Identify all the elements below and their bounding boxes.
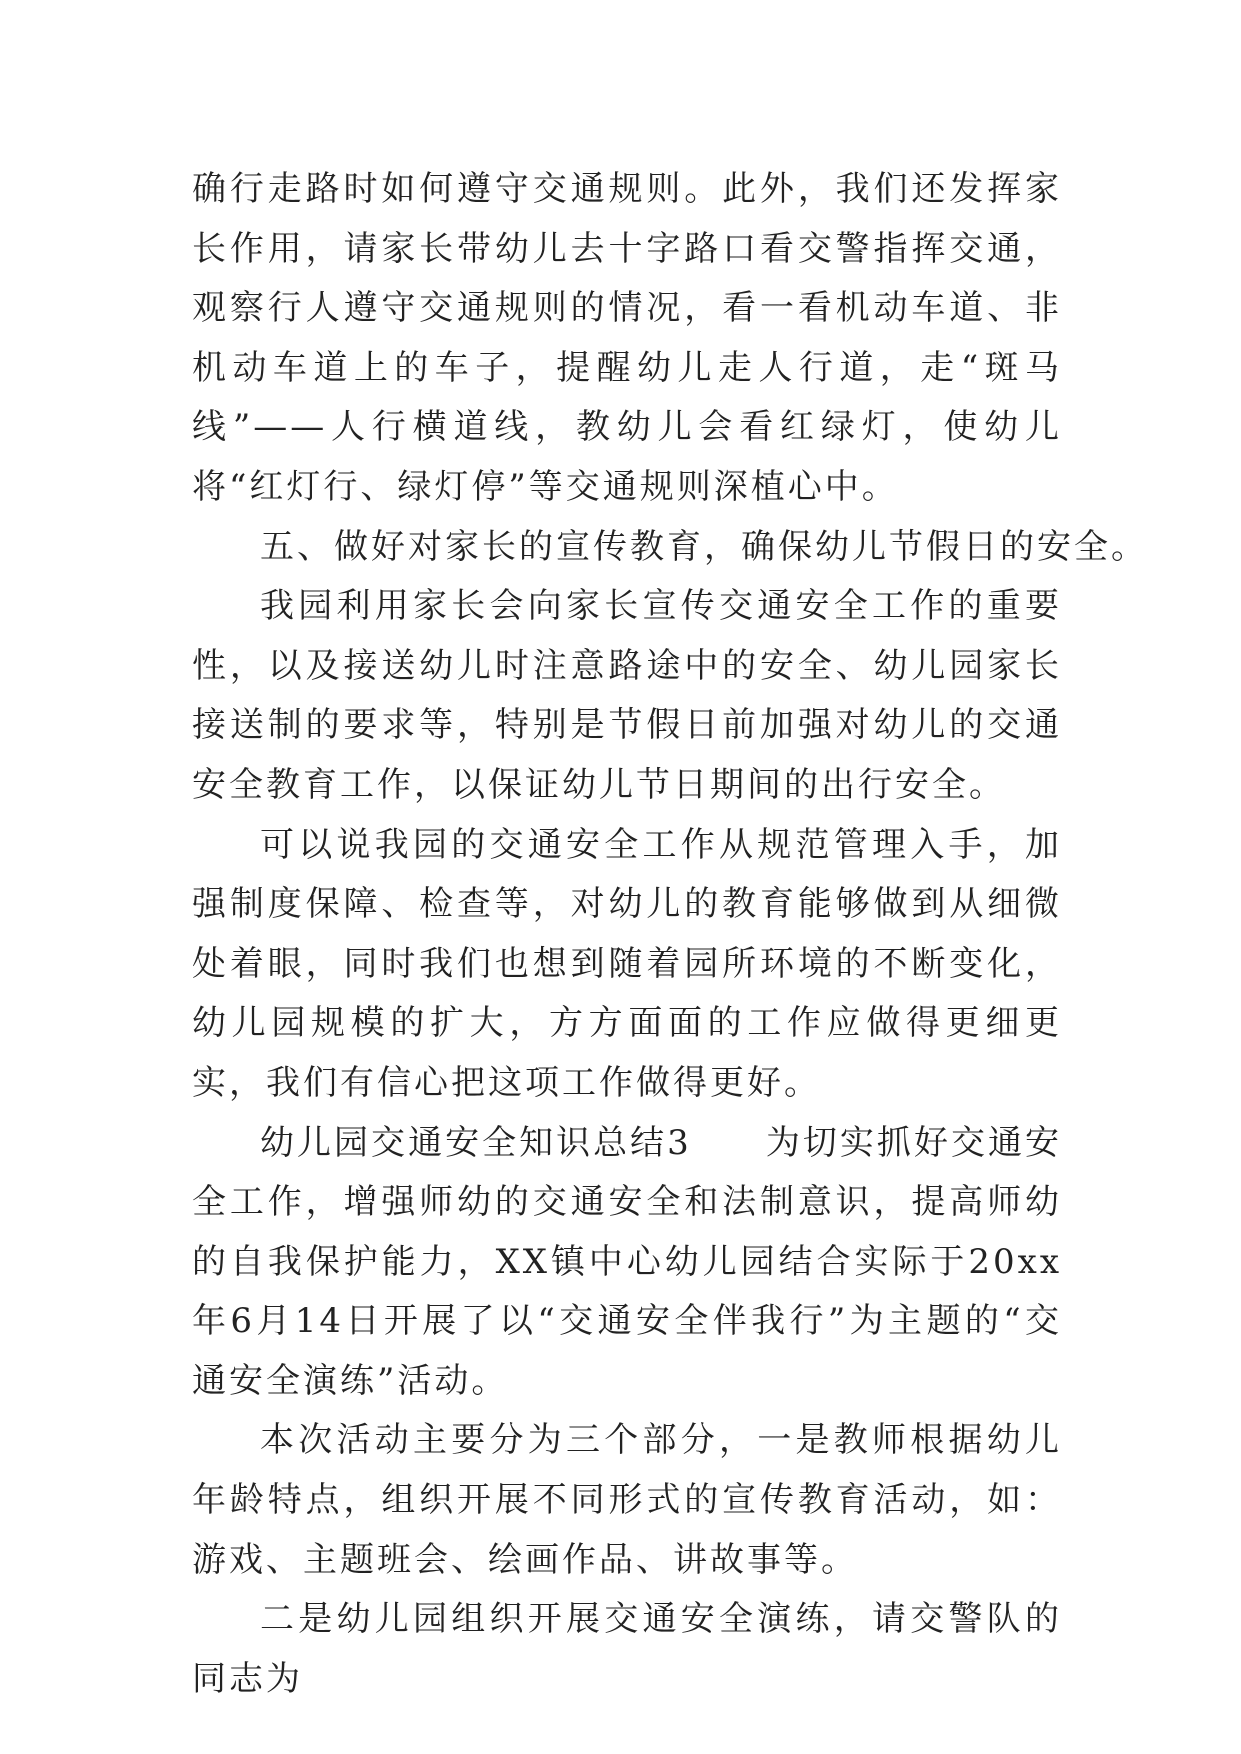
document-body xyxy=(192,160,1148,1709)
paragraph-activity-parts: 本次活动主要分为三个部分，一是教师根据幼儿年龄特点，组织开展不同形式的宣传教育活动，如：游戏、主题班会、绘画作品、讲故事等。 xyxy=(192,1420,1062,1580)
paragraph-drill: 二是幼儿园组织开展交通安全演练，请交警队的同志为 xyxy=(192,1599,1062,1699)
paragraph-continuation: 确行走路时如何遵守交通规则。此外，我们还发挥家长作用，请家长带幼儿去十字路口看交警指挥交通，观察行人遵守交通规则的情况，看一看机动车道、非机动车道上的车子，提醒幼儿走人行道，走“斑马线”——人行横道线，教幼儿会看红绿灯，使幼儿将“红灯行、绿灯停”等交通规则深植心中。 xyxy=(192,169,1062,507)
paragraph-parent-education: 我园利用家长会向家长宣传交通安全工作的重要性，以及接送幼儿时注意路途中的安全、幼儿园家长接送制的要求等，特别是节假日前加强对幼儿的交通安全教育工作，以保证幼儿节日期间的出行安全。 xyxy=(192,586,1062,805)
paragraph-summary-3-intro: 幼儿园交通安全知识总结3 为切实抓好交通安全工作，增强师幼的交通安全和法制意识，提高师幼的自我保护能力，XX镇中心幼儿园结合实际于20xx年6月14日开展了以“交通安全伴我行”为主题的“交通安全演练”活动。 xyxy=(192,1122,1062,1401)
section-heading-five: 五、做好对家长的宣传教育，确保幼儿节假日的安全。 xyxy=(260,526,1148,567)
paragraph-summary: 可以说我园的交通安全工作从规范管理入手，加强制度保障、检查等，对幼儿的教育能够做到从细微处着眼，同时我们也想到随着园所环境的不断变化，幼儿园规模的扩大，方方面面的工作应做得更细更实，我们有信心把这项工作做得更好。 xyxy=(192,824,1062,1103)
